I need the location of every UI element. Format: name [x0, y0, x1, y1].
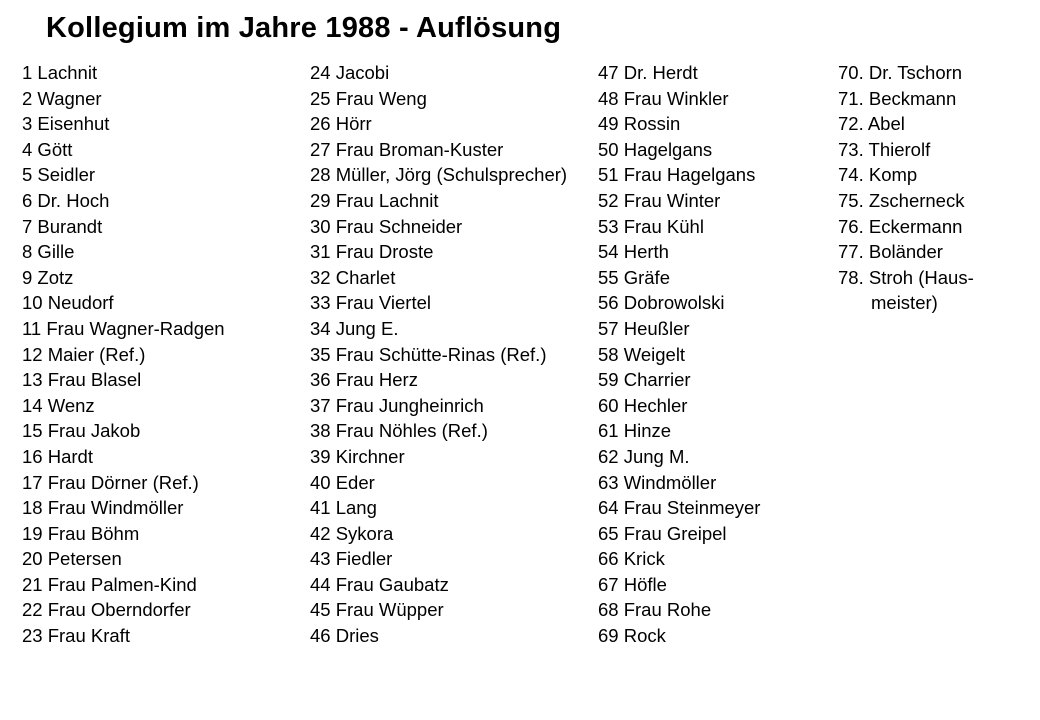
list-item: 60 Hechler	[598, 394, 688, 416]
list-item: 55 Gräfe	[598, 266, 670, 288]
list-item: 7 Burandt	[22, 215, 103, 237]
list-item: 10 Neudorf	[22, 292, 114, 314]
list-item: 37 Frau Jungheinrich	[310, 394, 484, 416]
list-item: 78. Stroh (Haus-meister)	[838, 266, 974, 314]
list-item: 44 Frau Gaubatz	[310, 573, 449, 595]
list-item: 67 Höfle	[598, 573, 667, 595]
list-item: 75. Zscherneck	[838, 189, 965, 211]
list-item: 63 Windmöller	[598, 471, 717, 493]
list-item: 29 Frau Lachnit	[310, 189, 439, 211]
list-item: 12 Maier (Ref.)	[22, 343, 146, 365]
list-item: 52 Frau Winter	[598, 189, 721, 211]
list-item: 20 Petersen	[22, 548, 122, 570]
list-item: 4 Gött	[22, 138, 73, 160]
list-item: 5 Seidler	[22, 164, 96, 186]
list-item: 9 Zotz	[22, 266, 74, 288]
list-item: 33 Frau Viertel	[310, 292, 431, 314]
list-item: 2 Wagner	[22, 87, 102, 109]
list-item: 46 Dries	[310, 625, 379, 647]
list-item: 36 Frau Herz	[310, 369, 418, 391]
list-item: 3 Eisenhut	[22, 113, 110, 135]
list-item: 18 Frau Windmöller	[22, 497, 184, 519]
list-item: 72. Abel	[838, 113, 905, 135]
list-item: 14 Wenz	[22, 394, 95, 416]
list-item: 22 Frau Oberndorfer	[22, 599, 191, 621]
list-item: 61 Hinze	[598, 420, 672, 442]
list-item: 51 Frau Hagelgans	[598, 164, 756, 186]
name-list-column-1	[22, 60, 225, 649]
list-item: 70. Dr. Tschorn	[838, 62, 963, 83]
page-title: Kollegium im Jahre 1988 - Auflösung	[46, 12, 562, 44]
list-item: 77. Boländer	[838, 241, 943, 263]
list-item: 30 Frau Schneider	[310, 215, 463, 237]
list-item: 45 Frau Wüpper	[310, 599, 444, 621]
list-item: 48 Frau Winkler	[598, 87, 729, 109]
list-item: 68 Frau Rohe	[598, 599, 712, 621]
list-item: 16 Hardt	[22, 445, 93, 467]
list-item: 1 Lachnit	[22, 62, 98, 83]
list-item: 40 Eder	[310, 471, 375, 493]
list-item: 73. Thierolf	[838, 138, 931, 160]
list-item: 62 Jung M.	[598, 445, 690, 467]
list-item: 66 Krick	[598, 548, 665, 570]
list-item: 56 Dobrowolski	[598, 292, 725, 314]
list-item: 27 Frau Broman-Kuster	[310, 138, 504, 160]
list-item: 76. Eckermann	[838, 215, 963, 237]
list-item: 26 Hörr	[310, 113, 372, 135]
list-item: 38 Frau Nöhles (Ref.)	[310, 420, 488, 442]
list-item: 50 Hagelgans	[598, 138, 713, 160]
list-item: 34 Jung E.	[310, 317, 399, 339]
list-item: 47 Dr. Herdt	[598, 62, 698, 83]
list-item: 28 Müller, Jörg (Schulsprecher)	[310, 164, 568, 186]
list-item: 19 Frau Böhm	[22, 522, 140, 544]
list-item: 39 Kirchner	[310, 445, 405, 467]
name-list-column-4	[838, 60, 1023, 316]
list-item: 57 Heußler	[598, 317, 690, 339]
list-item: 6 Dr. Hoch	[22, 189, 110, 211]
list-item: 42 Sykora	[310, 522, 394, 544]
list-item: 53 Frau Kühl	[598, 215, 704, 237]
list-item: 54 Herth	[598, 241, 669, 263]
list-item: 11 Frau Wagner-Radgen	[22, 317, 225, 339]
list-item: 64 Frau Steinmeyer	[598, 497, 761, 519]
name-list-column-2	[310, 60, 567, 649]
list-item: 49 Rossin	[598, 113, 681, 135]
list-item: 43 Fiedler	[310, 548, 393, 570]
list-item: 24 Jacobi	[310, 62, 390, 83]
list-item: 15 Frau Jakob	[22, 420, 141, 442]
list-item: 35 Frau Schütte-Rinas (Ref.)	[310, 343, 547, 365]
list-item: 17 Frau Dörner (Ref.)	[22, 471, 199, 493]
list-item: 32 Charlet	[310, 266, 396, 288]
list-item: 8 Gille	[22, 241, 75, 263]
list-item: 31 Frau Droste	[310, 241, 434, 263]
list-item: 69 Rock	[598, 625, 666, 647]
name-list-column-3	[598, 60, 760, 649]
list-item: 65 Frau Greipel	[598, 522, 727, 544]
list-item: 58 Weigelt	[598, 343, 686, 365]
list-item: 41 Lang	[310, 497, 377, 519]
list-item: 59 Charrier	[598, 369, 691, 391]
list-item: 25 Frau Weng	[310, 87, 427, 109]
list-item: 13 Frau Blasel	[22, 369, 142, 391]
list-item: 74. Komp	[838, 164, 918, 186]
list-item: 23 Frau Kraft	[22, 625, 130, 647]
list-item: 21 Frau Palmen-Kind	[22, 573, 197, 595]
list-item: 71. Beckmann	[838, 87, 957, 109]
